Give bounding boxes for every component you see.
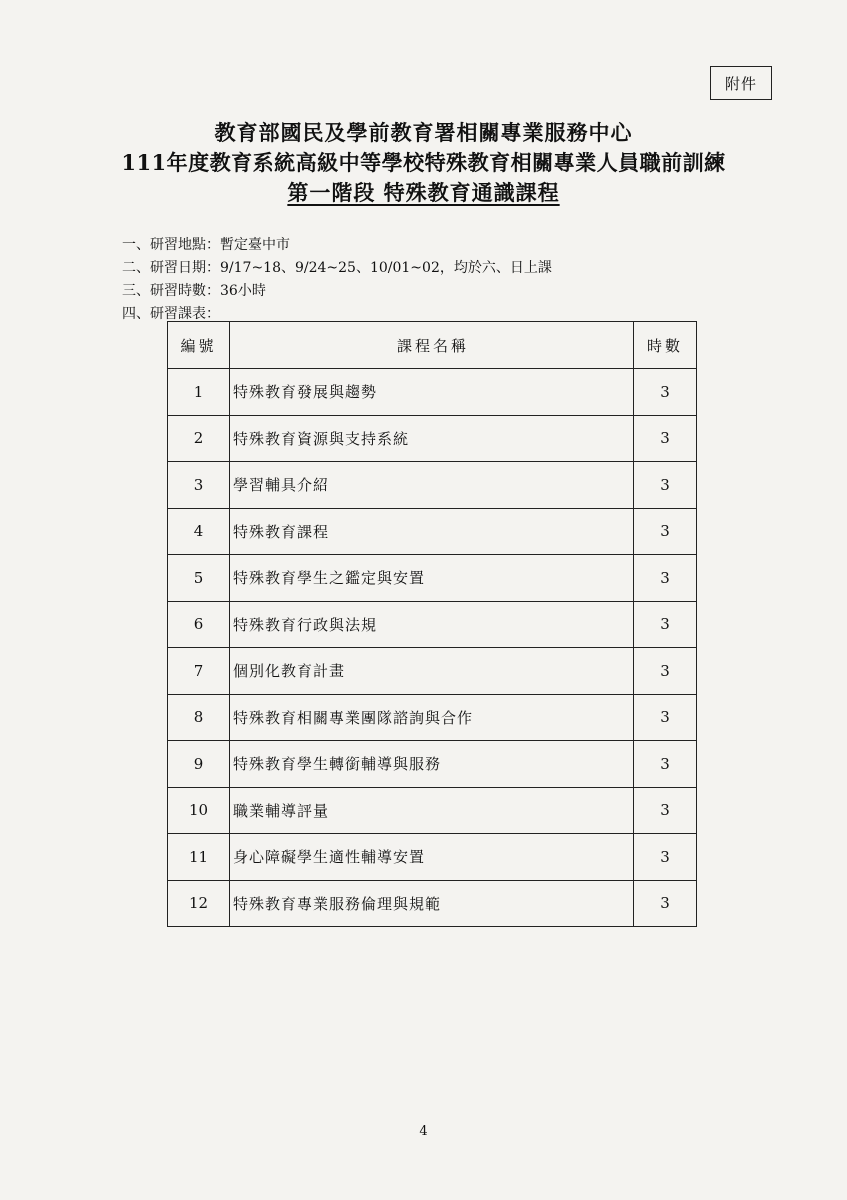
table-row (168, 741, 697, 788)
row-number: 5 (168, 555, 230, 602)
row-hours: 3 (634, 369, 697, 416)
header-number: 編號 (168, 322, 230, 369)
info-location: 一、研習地點：暫定臺中市 (122, 237, 290, 253)
row-number: 12 (168, 880, 230, 927)
table-row (168, 555, 697, 602)
row-number: 8 (168, 694, 230, 741)
row-hours: 3 (634, 415, 697, 462)
schedule-table (167, 321, 697, 927)
table-row (168, 601, 697, 648)
row-course-name: 職業輔導評量 (230, 787, 634, 834)
row-hours: 3 (634, 601, 697, 648)
row-number: 3 (168, 462, 230, 509)
table-row (168, 415, 697, 462)
table-row (168, 462, 697, 509)
row-hours: 3 (634, 508, 697, 555)
title-line-3 (0, 178, 847, 208)
row-course-name: 身心障礙學生適性輔導安置 (230, 834, 634, 881)
row-number: 2 (168, 415, 230, 462)
row-course-name: 特殊教育相關專業團隊諮詢與合作 (230, 694, 634, 741)
row-hours: 3 (634, 880, 697, 927)
row-number: 1 (168, 369, 230, 416)
table-row (168, 508, 697, 555)
attachment-label: 附件 (710, 66, 772, 100)
row-hours: 3 (634, 741, 697, 788)
row-course-name: 個別化教育計畫 (230, 648, 634, 695)
info-hours: 三、研習時數：36小時 (122, 283, 266, 299)
row-course-name: 特殊教育學生轉銜輔導與服務 (230, 741, 634, 788)
row-hours: 3 (634, 787, 697, 834)
row-course-name: 特殊教育專業服務倫理與規範 (230, 880, 634, 927)
table-row (168, 880, 697, 927)
title-line-1: 教育部國民及學前教育署相關專業服務中心 (214, 120, 633, 145)
table-row (168, 369, 697, 416)
table-row (168, 694, 697, 741)
table-header-row (168, 322, 697, 369)
row-number: 11 (168, 834, 230, 881)
info-list (122, 234, 552, 326)
row-course-name: 特殊教育學生之鑑定與安置 (230, 555, 634, 602)
info-dates: 二、研習日期：9/17~18、9/24~25、10/01~02，均於六、日上課 (122, 260, 552, 276)
title-line-2: 111年度教育系統高級中等學校特殊教育相關專業人員職前訓練 (121, 150, 726, 175)
header-hours: 時數 (634, 322, 697, 369)
row-hours: 3 (634, 648, 697, 695)
info-schedule-heading: 四、研習課表： (122, 306, 220, 322)
row-course-name: 特殊教育資源與支持系統 (230, 415, 634, 462)
header-course-name: 課程名稱 (230, 322, 634, 369)
table-body (168, 369, 697, 927)
title-block (0, 118, 847, 208)
row-hours: 3 (634, 462, 697, 509)
table-row (168, 648, 697, 695)
page-number: 4 (419, 1124, 428, 1139)
row-course-name: 學習輔具介紹 (230, 462, 634, 509)
row-number: 10 (168, 787, 230, 834)
row-number: 7 (168, 648, 230, 695)
row-hours: 3 (634, 694, 697, 741)
row-hours: 3 (634, 555, 697, 602)
row-number: 6 (168, 601, 230, 648)
row-hours: 3 (634, 834, 697, 881)
row-number: 9 (168, 741, 230, 788)
row-number: 4 (168, 508, 230, 555)
row-course-name: 特殊教育課程 (230, 508, 634, 555)
title-line-3-text: 第一階段 特殊教育通識課程 (287, 180, 560, 205)
row-course-name: 特殊教育行政與法規 (230, 601, 634, 648)
table-row (168, 787, 697, 834)
table-row (168, 834, 697, 881)
row-course-name: 特殊教育發展與趨勢 (230, 369, 634, 416)
